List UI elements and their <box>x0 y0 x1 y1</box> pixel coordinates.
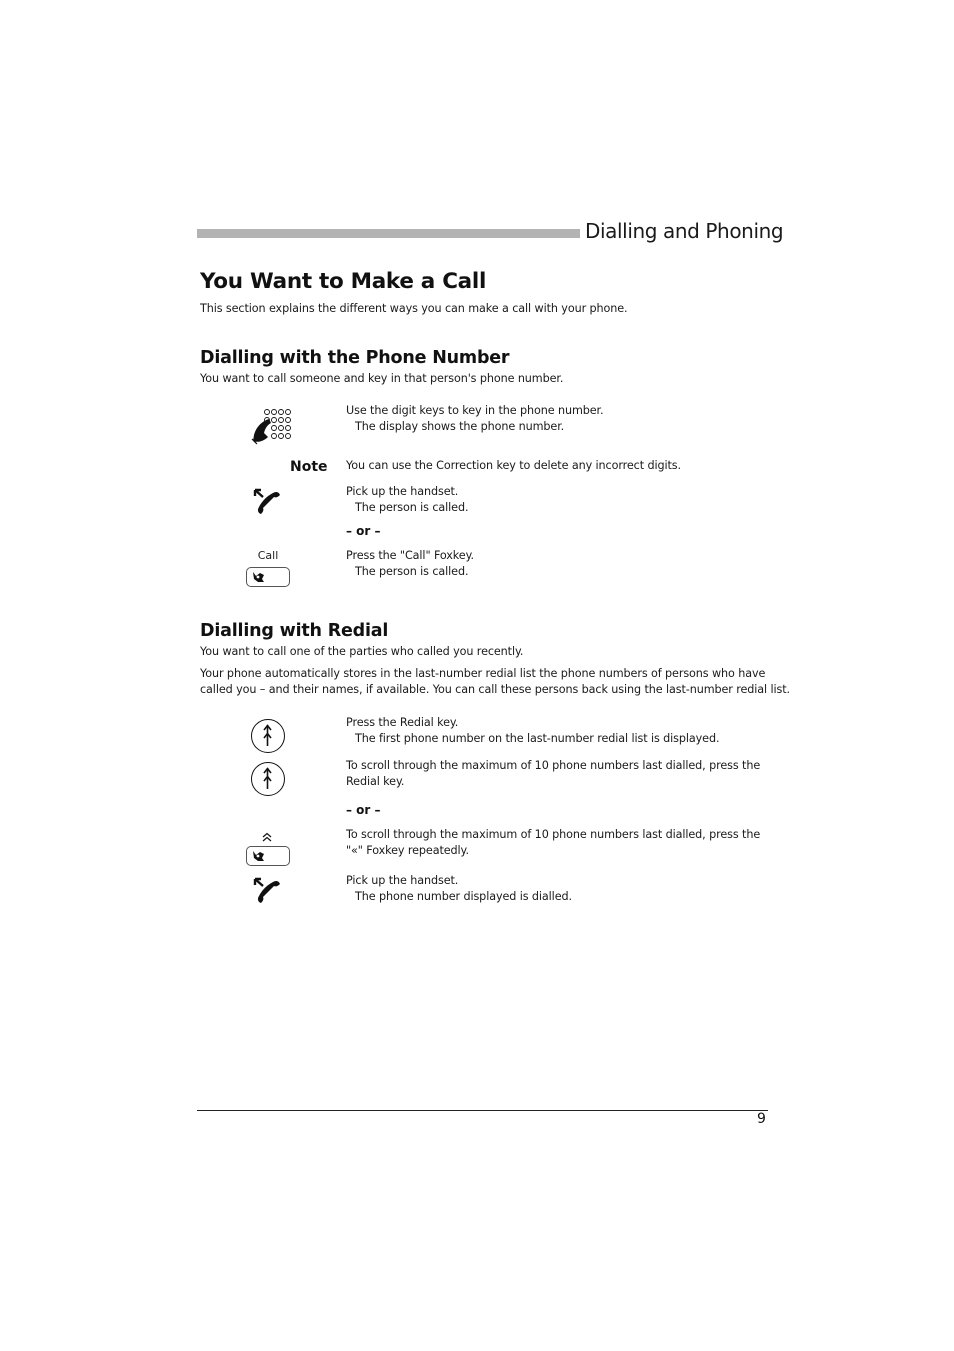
step-call-line2: The person is called. <box>355 565 469 578</box>
step-pickup-line2: The phone number displayed is dialled. <box>355 890 572 903</box>
page-intro: This section explains the different ways you can make a call with your phone. <box>200 302 628 315</box>
step-handset-line2: The person is called. <box>355 501 469 514</box>
step-redial-line2: The first phone number on the last-number redial list is displayed. <box>355 732 720 745</box>
step-digit-line2: The display shows the phone number. <box>355 420 565 433</box>
header-rule <box>197 229 580 238</box>
redial-para-line2: called you – and their names, if available. You can call these persons back using the last-number redial list. <box>200 683 790 696</box>
redial-key-icon[interactable] <box>251 762 285 796</box>
scroll-foxkey[interactable] <box>246 846 290 866</box>
footer-rule <box>197 1110 768 1111</box>
handset-icon <box>252 487 284 517</box>
phone-number-intro: You want to call someone and key in that person's phone number. <box>200 372 564 385</box>
heading-redial: Dialling with Redial <box>200 621 389 641</box>
step-foxkey-scroll-line2: "«" Foxkey repeatedly. <box>346 844 469 857</box>
note-label: Note <box>290 459 328 475</box>
step-digit-line1: Use the digit keys to key in the phone number. <box>346 404 604 417</box>
step-pickup-line1: Pick up the handset. <box>346 874 459 887</box>
or-separator: – or – <box>346 524 381 538</box>
redial-intro: You want to call one of the parties who called you recently. <box>200 645 524 658</box>
double-chevron-up-icon <box>261 828 273 847</box>
redial-key-icon[interactable] <box>251 719 285 753</box>
section-title: Dialling and Phoning <box>585 219 784 243</box>
foxkey-icon <box>251 849 267 863</box>
or-separator: – or – <box>346 803 381 817</box>
heading-phone-number: Dialling with the Phone Number <box>200 348 510 368</box>
page-number: 9 <box>757 1111 766 1127</box>
page-title: You Want to Make a Call <box>200 269 487 294</box>
call-foxkey[interactable] <box>246 567 290 587</box>
step-handset-line1: Pick up the handset. <box>346 485 459 498</box>
step-scroll-line2: Redial key. <box>346 775 405 788</box>
redial-para-line1: Your phone automatically stores in the last-number redial list the phone numbers of persons who have <box>200 667 766 680</box>
keypad-icon <box>250 407 296 445</box>
step-redial-line1: Press the Redial key. <box>346 716 459 729</box>
step-foxkey-scroll-line1: To scroll through the maximum of 10 phone numbers last dialled, press the <box>346 828 761 841</box>
step-scroll-line1: To scroll through the maximum of 10 phone numbers last dialled, press the <box>346 759 761 772</box>
note-text: You can use the Correction key to delete any incorrect digits. <box>346 459 681 472</box>
handset-icon <box>252 876 284 906</box>
foxkey-icon <box>251 570 267 584</box>
call-foxkey-label: Call <box>257 549 279 562</box>
step-call-line1: Press the "Call" Foxkey. <box>346 549 474 562</box>
